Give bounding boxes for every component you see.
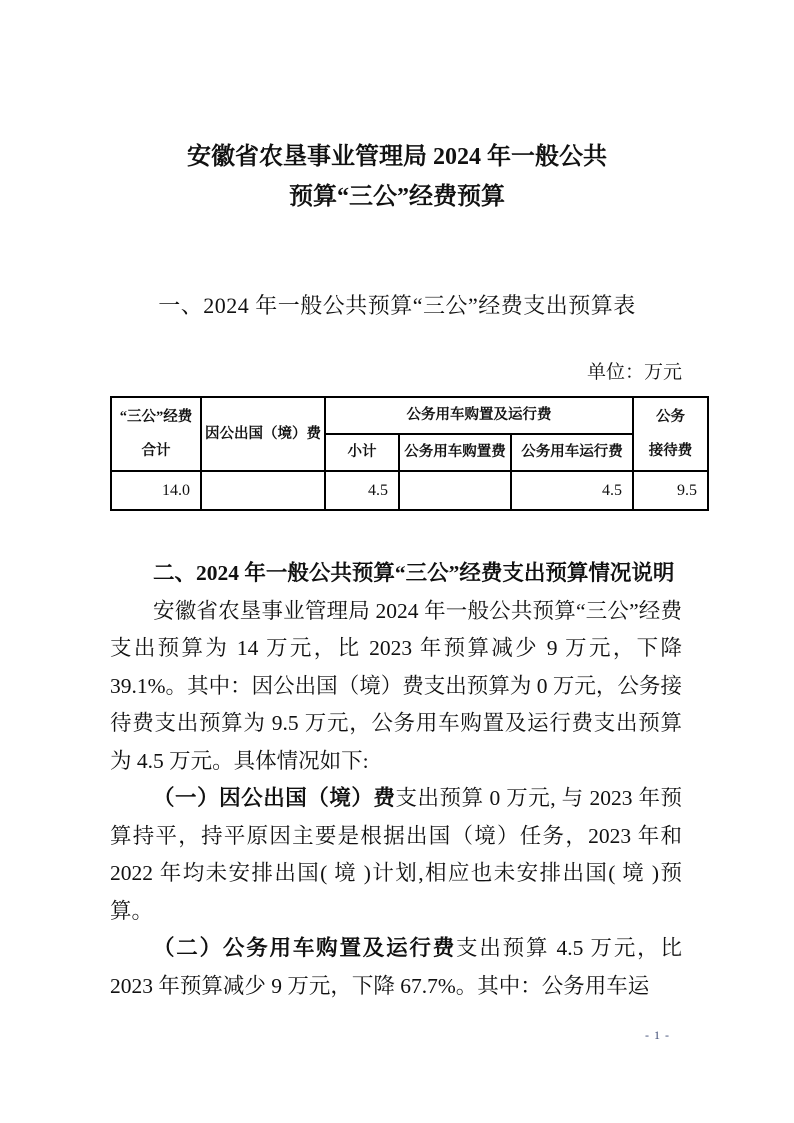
data-reception: 9.5: [633, 471, 708, 510]
document-title-line1: 安徽省农垦事业管理局 2024 年一般公共: [187, 144, 607, 170]
header-total-cell: [111, 397, 201, 471]
data-total: 14.0: [111, 471, 201, 510]
body-text-block: [110, 555, 682, 1005]
intro-paragraph-text: 安徽省农垦事业管理局 2024 年一般公共预算“三公”经费支出预算为 14 万元，比 2023 年预算减少 9 万元，下降 39.1%。其中：因公出国（境）费支出预算为 0 万元，公务接待费支出预算为 9.5 万元，公务用车购置及运行费支出预算为 4.5 万元。具体情况如下:: [110, 598, 682, 773]
table-data-row: [111, 471, 708, 510]
page-number: - 1 -: [645, 1028, 670, 1042]
unit-label: 单位：万元: [586, 362, 682, 383]
header-reception-cell: [633, 397, 708, 471]
section1-heading: 一、2024 年一般公共预算“三公”经费支出预算表: [158, 293, 636, 318]
item1-text: 支出预算 0 万元, 与 2023 年预算持平，持平原因主要是根据出国（境）任务，2023 年和 2022 年均未安排出国( 境 )计划,相应也未安排出国( 境 )预算。: [110, 786, 682, 923]
header-total-line1: “三公”经费: [119, 409, 193, 425]
item2-text: 支出预算 4.5 万元，比 2023 年预算减少 9 万元，下降 67.7%。其中：公务用车运: [110, 936, 682, 998]
table-header-row-1: [111, 397, 708, 434]
item1-paragraph: [110, 780, 682, 930]
item1-lead: （一）因公出国（境）费: [153, 786, 396, 810]
data-vehicle-subtotal: 4.5: [325, 471, 399, 510]
header-vehicle-operation-cell: 公务用车运行费: [511, 434, 633, 471]
document-title: [0, 137, 794, 217]
section2-heading: 二、2024 年一般公共预算“三公”经费支出预算情况说明: [153, 561, 675, 585]
header-vehicle-group-cell: 公务用车购置及运行费: [325, 397, 633, 434]
document-title-line2: 预算“三公”经费预算: [289, 184, 505, 210]
header-total-line2: 合计: [141, 443, 171, 459]
header-abroad-cell: 因公出国（境）费: [201, 397, 325, 471]
data-vehicle-operation: 4.5: [511, 471, 633, 510]
three-public-budget-table: [110, 396, 709, 511]
data-abroad: [201, 471, 325, 510]
intro-paragraph: [110, 593, 682, 781]
header-reception-line1: 公务: [656, 409, 686, 425]
item2-paragraph: [110, 930, 682, 1005]
header-reception-line2: 接待费: [648, 443, 693, 459]
item2-lead: （二）公务用车购置及运行费: [153, 936, 457, 960]
header-vehicle-subtotal-cell: 小计: [325, 434, 399, 471]
header-vehicle-purchase-cell: 公务用车购置费: [399, 434, 511, 471]
data-vehicle-purchase: [399, 471, 511, 510]
